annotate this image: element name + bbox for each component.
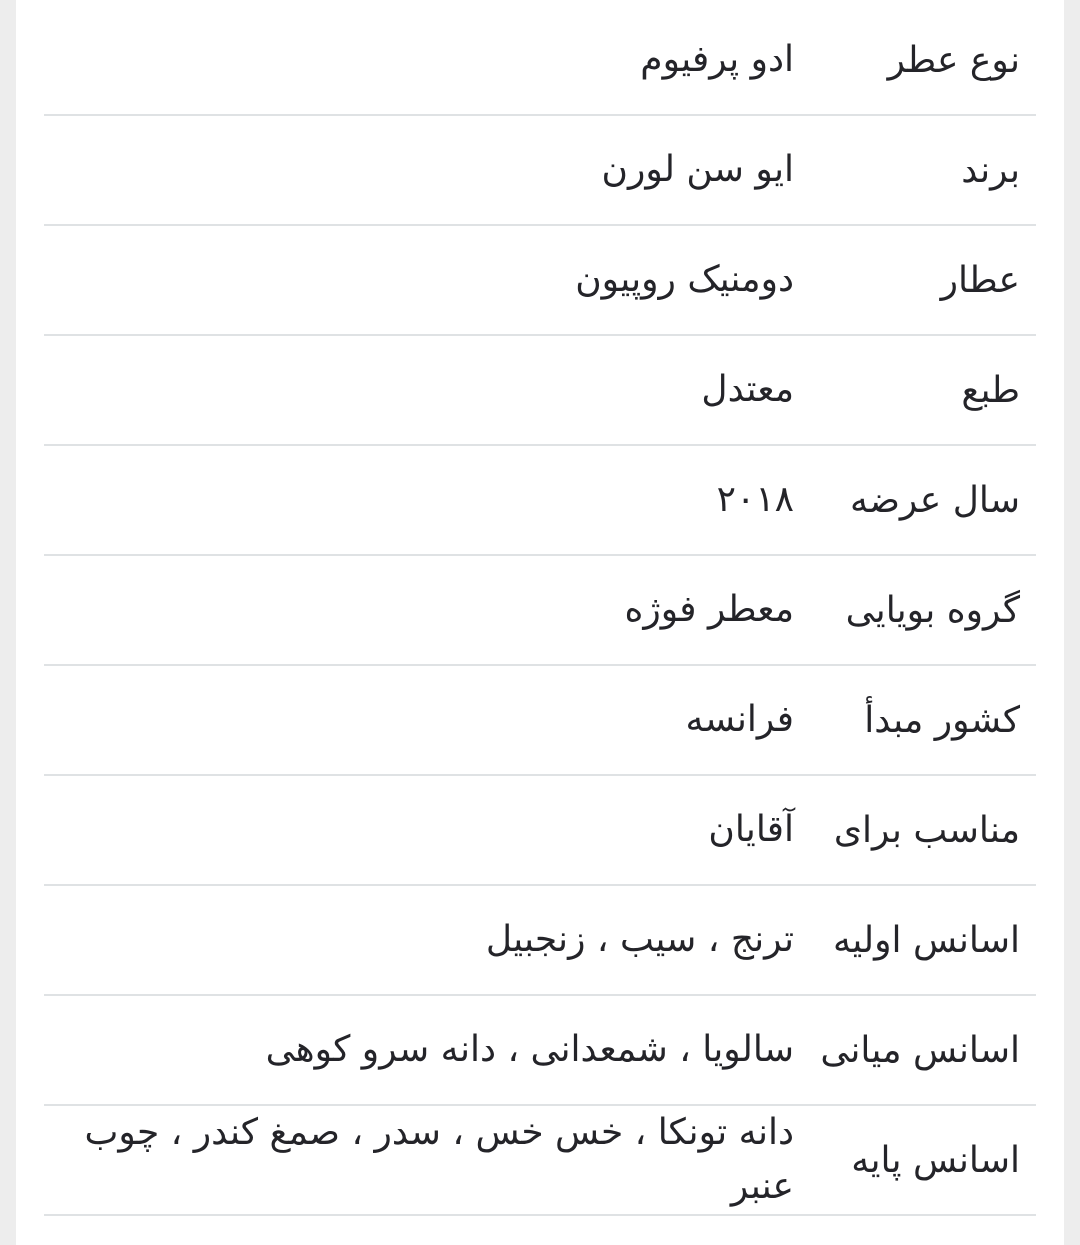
spec-label: برند (961, 149, 1020, 191)
spec-label: مناسب برای (833, 809, 1020, 851)
spec-label: نوع عطر (887, 39, 1020, 81)
spec-label: طبع (961, 369, 1020, 411)
spec-value: دومنیک روپیون (575, 259, 794, 300)
spec-label: اسانس پایه (851, 1139, 1020, 1181)
spec-row-olfactory-group (44, 556, 1036, 666)
spec-row-country-of-origin (44, 666, 1036, 776)
spec-row-middle-notes (44, 996, 1036, 1106)
spec-label: اسانس اولیه (832, 919, 1020, 961)
spec-value: فرانسه (685, 699, 794, 740)
spec-label: سال عرضه (850, 479, 1020, 521)
spec-value: ایو سن لورن (601, 149, 794, 190)
page-gutter-left (0, 0, 16, 1245)
spec-value: ترنج ، سیب ، زنجبیل (485, 919, 794, 960)
spec-row-nature (44, 336, 1036, 446)
spec-label: کشور مبدأ (864, 699, 1020, 741)
spec-row-top-notes (44, 886, 1036, 996)
spec-value: سالویا ، شمعدانی ، دانه سرو کوهی (265, 1029, 794, 1070)
spec-label: گروه بویایی (845, 589, 1020, 631)
spec-row-release-year (44, 446, 1036, 556)
product-spec-table (16, 0, 1064, 1216)
spec-value: آقایان (708, 809, 794, 850)
spec-row-perfumer (44, 226, 1036, 336)
spec-row-brand (44, 116, 1036, 226)
spec-value: ۲۰۱۸ (716, 479, 794, 520)
spec-row-base-notes (44, 1106, 1036, 1216)
spec-label: عطار (940, 259, 1020, 301)
spec-value: معتدل (701, 369, 794, 410)
spec-row-suitable-for (44, 776, 1036, 886)
spec-value: معطر فوژه (624, 589, 794, 630)
page-gutter-right (1064, 0, 1080, 1245)
spec-row-perfume-type (44, 6, 1036, 116)
spec-label: اسانس میانی (820, 1029, 1020, 1071)
spec-value: ادو پرفیوم (640, 39, 794, 80)
spec-value: دانه تونکا ، خس خس ، سدر ، صمغ کندر ، چوب عنبر (84, 1112, 794, 1207)
